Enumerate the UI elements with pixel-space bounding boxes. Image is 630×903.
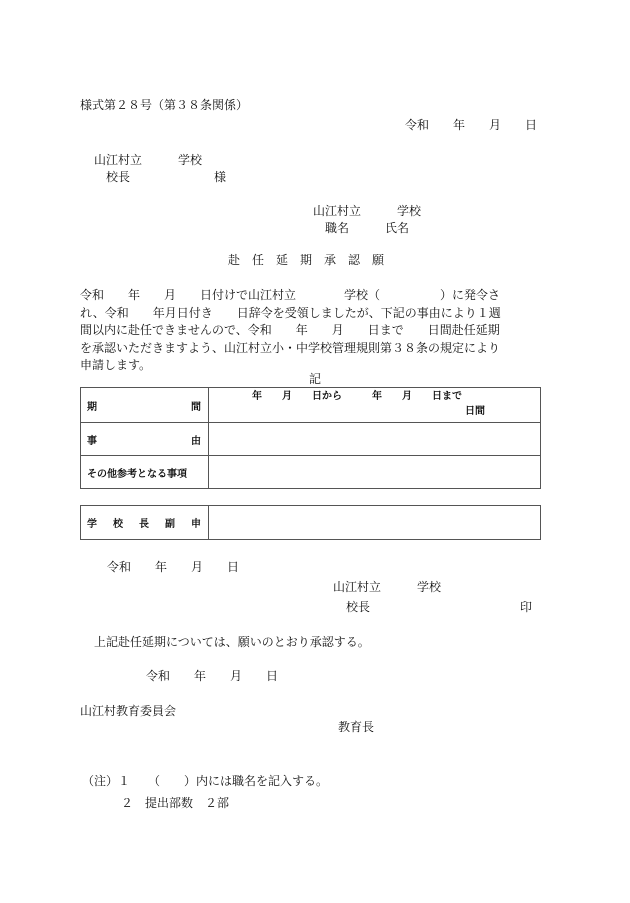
- principal-title: 校長: [346, 600, 371, 614]
- other-value[interactable]: [209, 456, 541, 489]
- body-line: 間以内に赴任できませんので、令和 年 月 日まで 日間赴任延期: [80, 323, 500, 337]
- header-date: 令和 年 月 日: [405, 118, 538, 132]
- applicant-name: 職名 氏名: [325, 221, 410, 235]
- applicant-school: 山江村立 学校: [313, 204, 422, 218]
- approval-text: 上記赴任延期については、願いのとおり承認する。: [94, 635, 370, 649]
- body-line: 申請します。: [80, 358, 152, 372]
- document-title: 赴 任 延 期 承 認 願: [228, 253, 385, 267]
- period-range: 年 月 日から 年 月 日まで: [252, 391, 462, 402]
- body-line: 令和 年 月 日付けで山江村立 学校（ ）に発令さ: [80, 288, 501, 302]
- body-line: れ、令和 年月日付き 日辞令を受領しましたが、下記の事由により１週: [80, 305, 501, 320]
- period-value[interactable]: [209, 388, 541, 423]
- details-table: [80, 387, 541, 489]
- seal-mark: 印: [520, 600, 533, 614]
- other-label: その他参考となる事項: [81, 456, 209, 489]
- period-label: 期 間: [81, 388, 209, 423]
- opinion-value[interactable]: [209, 506, 541, 540]
- ki-heading: 記: [309, 372, 322, 386]
- body-line: を承認いただきますよう、山江村立小・中学校管理規則第３８条の規定により: [80, 340, 501, 355]
- opinion-table: [80, 505, 541, 540]
- board-name: 山江村教育委員会: [80, 704, 177, 718]
- note-line-1: （注）１ （ ）内には職名を記入する。: [82, 774, 329, 788]
- reason-row: [81, 423, 541, 456]
- principal-school: 山江村立 学校: [333, 580, 442, 594]
- reason-label: 事 由: [81, 423, 209, 456]
- note-line-2: ２ 提出部数 ２部: [121, 796, 230, 810]
- reason-value[interactable]: [209, 423, 541, 456]
- superintendent-title: 教育長: [338, 720, 375, 734]
- addressee-school: 山江村立 学校: [94, 153, 203, 167]
- period-row: [81, 388, 541, 423]
- form-number: 様式第２８号（第３８条関係）: [80, 98, 249, 112]
- opinion-row: [81, 506, 541, 540]
- application-body: [80, 287, 548, 375]
- addressee-principal: 校長 様: [106, 170, 227, 184]
- other-row: [81, 456, 541, 489]
- principal-date: 令和 年 月 日: [107, 560, 240, 574]
- period-days: 日間: [465, 406, 485, 417]
- opinion-label: 学 校 長 副 申: [81, 506, 209, 540]
- approval-date: 令和 年 月 日: [146, 669, 279, 683]
